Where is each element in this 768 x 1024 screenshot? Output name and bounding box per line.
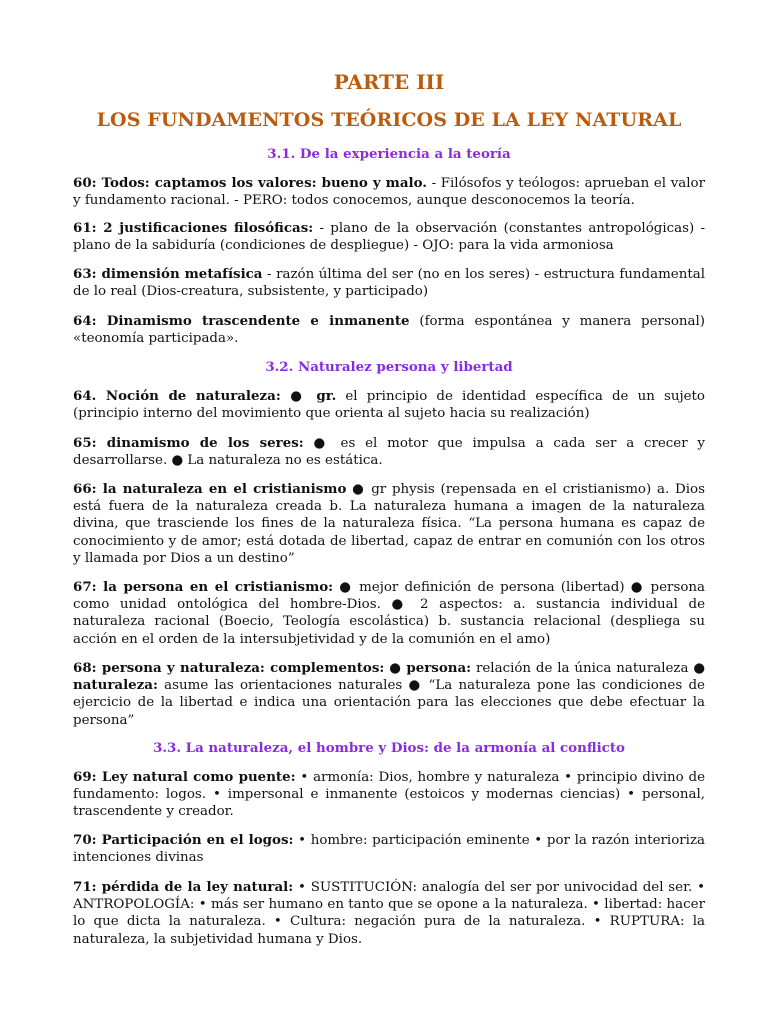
paragraph-body: asume las orientaciones naturales ● “La naturaleza pone las condiciones de ejercicio de la libertad e indica una orientación para las elecciones que debe efectuar la persona” — [73, 678, 705, 728]
paragraph-lead: 68: persona y naturaleza: complementos: — [73, 660, 385, 676]
part-heading: PARTE III — [333, 70, 445, 94]
paragraph-64b — [73, 388, 705, 422]
paragraph-body: ● mejor definición de persona (libertad) ● persona como unidad ontológica del hombre-Dios. ● 2 aspectos: a. sustancia individual de naturaleza racional (Boecio, Teología escolástica) b. sustancia relacional (despliega su acción en el orden de la intersubjetividad y de la comunión en el amo) — [73, 580, 705, 647]
paragraph-lead: 64: Dinamismo trascendente e inmanente — [73, 313, 410, 329]
paragraph-lead: 66: la naturaleza en el cristianismo — [73, 481, 347, 497]
paragraph-body: ● — [384, 661, 407, 676]
paragraph-lead: 70: Participación en el logos: — [73, 832, 294, 848]
paragraph-lead: 60: Todos: captamos los valores: bueno y malo. — [73, 175, 427, 191]
paragraph-body: - razón última del ser (no en los seres) - estructura fundamental de lo real (Dios-creatura, subsistente, y participado) — [73, 267, 706, 300]
paragraph-71 — [73, 879, 705, 948]
paragraph-lead: 67: la persona en el cristianismo: — [73, 579, 334, 595]
paragraph-65 — [73, 435, 705, 469]
paragraph-68 — [73, 660, 705, 729]
paragraph-lead-naturaleza: naturaleza: — [73, 677, 158, 694]
paragraph-lead: 63: dimensión metafísica — [73, 266, 263, 282]
paragraph-70 — [73, 832, 705, 866]
paragraph-lead: 65: dinamismo de los seres: — [73, 435, 304, 451]
section-heading-3-1: 3.1. De la experiencia a la teoría — [267, 146, 511, 162]
paragraph-body: (forma espontánea y manera personal) «teonomía participada». — [73, 314, 705, 347]
paragraph-lead-persona: persona: — [406, 660, 472, 676]
paragraph-lead: 69: Ley natural como puente: — [73, 769, 296, 785]
section-heading-3-3: 3.3. La naturaleza, el hombre y Dios: de la armonía al conflicto — [153, 740, 625, 756]
paragraph-64 — [73, 313, 705, 347]
paragraph-body: - Filósofos y teólogos: aprueban el valor y fundamento racional. - PERO: todos conocemos, aunque desconocemos la teoría. — [73, 176, 705, 209]
paragraph-67 — [73, 579, 705, 648]
paragraph-lead: 64. Noción de naturaleza: ● gr. — [73, 388, 337, 404]
paragraph-lead: 71: pérdida de la ley natural: — [73, 879, 294, 895]
paragraph-body: - plano de la observación (constantes antropológicas) - plano de la sabiduría (condiciones de despliegue) - OJO: para la vida armoniosa — [73, 221, 706, 254]
document-title: LOS FUNDAMENTOS TEÓRICOS DE LA LEY NATURAL — [96, 109, 682, 131]
paragraph-body: el principio de identidad específica de un sujeto (principio interno del movimiento que orienta al sujeto hacia su realización) — [73, 389, 705, 422]
section-heading-3-2: 3.2. Naturalez persona y libertad — [265, 359, 513, 375]
paragraph-66 — [73, 481, 705, 567]
paragraph-69 — [73, 769, 705, 821]
paragraph-body: ● gr physis (repensada en el cristianismo) a. Dios está fuera de la naturaleza creada b. La naturaleza humana a imagen de la naturaleza divina, que trasciende los fines de la naturaleza física. “La persona humana es capaz de conocimiento y de amor; está dotada de libertad, capaz de entrar en comunión con los otros y llamada por Dios a un destino” — [73, 482, 705, 566]
paragraph-body: • hombre: participación eminente • por la razón interioriza intenciones divinas — [73, 833, 705, 866]
paragraph-63 — [73, 266, 705, 300]
paragraph-60 — [73, 175, 705, 209]
paragraph-body: • armonía: Dios, hombre y naturaleza • principio divino de fundamento: logos. • impersonal e inmanente (estoicos y modernas ciencias) • personal, trascendente y creador. — [73, 770, 705, 820]
paragraph-61 — [73, 220, 705, 254]
paragraph-body: ● es el motor que impulsa a cada ser a crecer y desarrollarse. ● La naturaleza no es estática. — [73, 436, 705, 469]
paragraph-body: relación de la única naturaleza ● — [471, 661, 706, 676]
paragraph-body: • SUSTITUCIÓN: analogía del ser por univocidad del ser. • ANTROPOLOGÍA: • más ser humano en tanto que se opone a la naturaleza. • libertad: hacer lo que dicta la naturaleza. • Cultura: negación pura de la naturaleza. • RUPTURA: la naturaleza, la subjetividad humana y Dios. — [73, 880, 705, 947]
paragraph-lead: 61: 2 justificaciones filosóficas: — [73, 220, 314, 236]
